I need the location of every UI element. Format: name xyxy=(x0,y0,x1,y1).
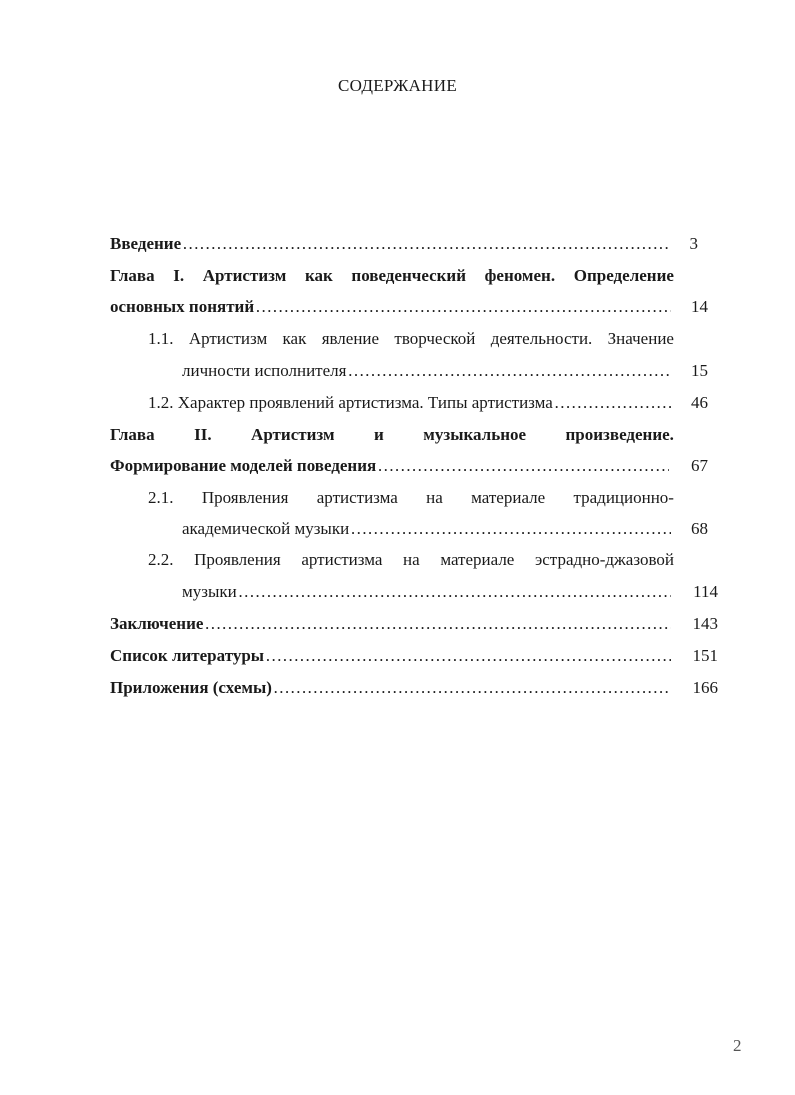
toc-page: 151 xyxy=(692,646,718,665)
toc-label: Заключение xyxy=(110,614,204,633)
toc-label: музыки xyxy=(182,582,237,601)
toc-entry-s11-line2 xyxy=(182,361,672,381)
toc-label: личности исполнителя xyxy=(182,361,347,380)
toc-entry-s12 xyxy=(148,393,672,413)
toc-page: 68 xyxy=(691,519,708,538)
toc-entry-s22-line1: 2.2. Проявления артистизма на материале эстрадно-джазовой xyxy=(148,550,674,569)
toc-entry-ch2-line2 xyxy=(110,456,670,476)
toc-entry-intro xyxy=(110,234,672,254)
toc-page: 166 xyxy=(692,678,718,697)
toc-label: основных понятий xyxy=(110,297,255,316)
toc-page: 14 xyxy=(691,297,708,316)
toc-entry-ch1-line1: Глава I. Артистизм как поведенческий феномен. Определение xyxy=(110,266,674,285)
toc-label: Список литературы xyxy=(110,646,265,665)
toc-label: Формирование моделей поведения xyxy=(110,456,377,475)
toc-entry-s21-line2 xyxy=(182,519,672,539)
toc-entry-appendix xyxy=(110,678,672,698)
toc-page: 3 xyxy=(689,234,698,253)
toc-entry-ch2-line1: Глава II. Артистизм и музыкальное произведение. xyxy=(110,425,674,444)
toc-label: Приложения (схемы) xyxy=(110,678,272,697)
toc-entry-bibliography xyxy=(110,646,672,666)
toc-label: 1.2. Характер проявлений артистизма. Типы артистизма xyxy=(148,393,553,412)
toc-page: 46 xyxy=(691,393,708,412)
toc-entry-ch1-line2 xyxy=(110,297,672,317)
toc-page: 15 xyxy=(691,361,708,380)
page-number: 2 xyxy=(733,1036,742,1055)
toc-entry-s11-line1: 1.1. Артистизм как явление творческой деятельности. Значение xyxy=(148,329,674,348)
toc-entry-conclusion xyxy=(110,614,672,634)
toc-label: Введение xyxy=(110,234,182,253)
toc-label: академической музыки xyxy=(182,519,350,538)
page-title: СОДЕРЖАНИЕ xyxy=(337,76,458,95)
toc-page: 67 xyxy=(691,456,708,475)
toc-entry-s22-line2 xyxy=(182,582,672,602)
toc-entry-s21-line1: 2.1. Проявления артистизма на материале традиционно- xyxy=(148,488,674,507)
toc-page: 143 xyxy=(692,614,718,633)
toc-page: 114 xyxy=(693,582,718,601)
